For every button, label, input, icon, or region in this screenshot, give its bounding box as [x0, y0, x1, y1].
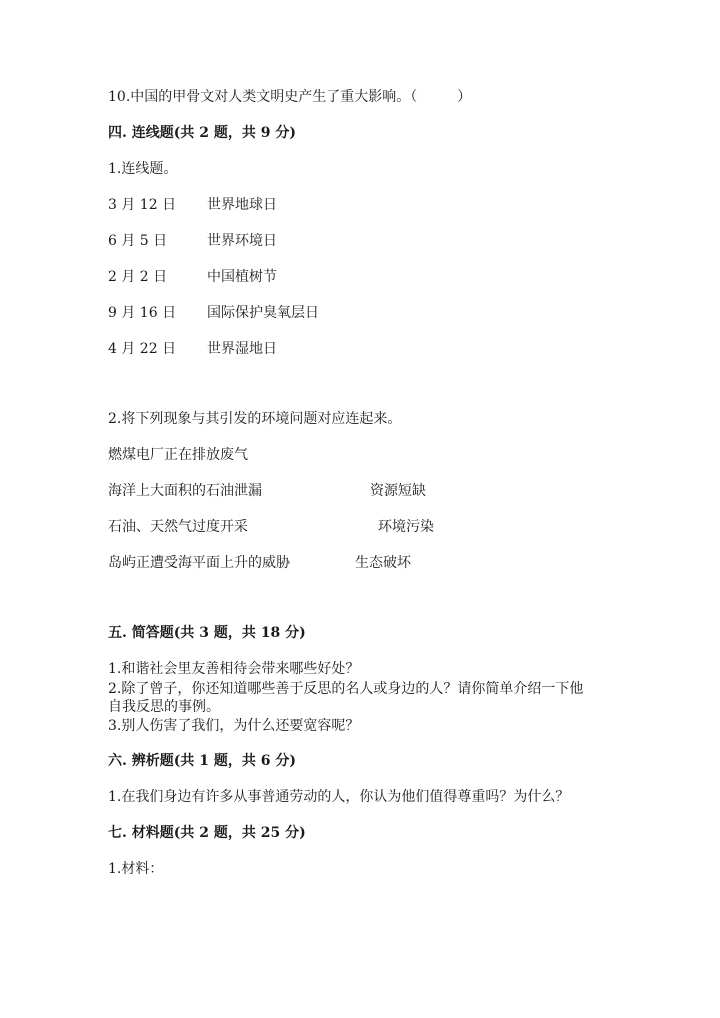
matching-q1-day-2: 世界环境日	[207, 233, 277, 249]
answer-paren-open: （	[410, 89, 418, 105]
matching-q1-date-2: 6 月 5 日	[108, 233, 168, 249]
judgment-item-10	[108, 88, 471, 106]
matching-q1-day-4: 国际保护臭氧层日	[207, 305, 319, 321]
short-answer-q2-line1: 2.除了曾子，你还知道哪些善于反思的名人或身边的人？请你简单介绍一下他	[108, 681, 584, 697]
matching-q2-title: 2.将下列现象与其引发的环境问题对应连起来。	[108, 411, 402, 427]
short-answer-q3: 3.别人伤害了我们，为什么还要宽容呢？	[108, 718, 360, 734]
material-q1: 1.材料：	[108, 861, 164, 877]
matching-q2-phenomenon-2: 海洋上大面积的石油泄漏	[108, 483, 262, 499]
analysis-q1: 1.在我们身边有许多从事普通劳动的人，你认为他们值得尊重吗？为什么？	[108, 789, 570, 805]
matching-q2-phenomenon-1: 燃煤电厂正在排放废气	[108, 447, 248, 463]
matching-q2-problem-2: 环境污染	[378, 519, 434, 535]
judgment-item-10-text: 10.中国的甲骨文对人类文明史产生了重大影响。	[108, 89, 411, 105]
matching-q1-day-3: 中国植树节	[207, 269, 277, 285]
answer-paren-close: ）	[457, 89, 472, 105]
matching-q1-date-4: 9 月 16 日	[108, 305, 177, 321]
section-four-heading: 四. 连线题(共 2 题，共 9 分)	[108, 125, 296, 141]
short-answer-q1: 1.和谐社会里友善相待会带来哪些好处？	[108, 661, 360, 677]
matching-q2-problem-1: 资源短缺	[370, 483, 426, 499]
short-answer-q2-line2: 自我反思的事例。	[108, 699, 220, 715]
matching-q1-date-5: 4 月 22 日	[108, 341, 177, 357]
matching-q1-date-3: 2 月 2 日	[108, 269, 168, 285]
matching-q2-phenomenon-4: 岛屿正遭受海平面上升的威胁	[108, 555, 290, 571]
section-six-heading: 六. 辨析题(共 1 题，共 6 分)	[108, 753, 296, 769]
matching-q1-title: 1.连线题。	[108, 161, 178, 177]
section-five-heading: 五. 简答题(共 3 题，共 18 分)	[108, 625, 306, 641]
matching-q2-problem-3: 生态破坏	[355, 555, 411, 571]
section-seven-heading: 七. 材料题(共 2 题，共 25 分)	[108, 825, 306, 841]
matching-q1-day-5: 世界湿地日	[207, 341, 277, 357]
matching-q1-day-1: 世界地球日	[207, 197, 277, 213]
matching-q1-date-1: 3 月 12 日	[108, 197, 177, 213]
matching-q2-phenomenon-3: 石油、天然气过度开采	[108, 519, 248, 535]
